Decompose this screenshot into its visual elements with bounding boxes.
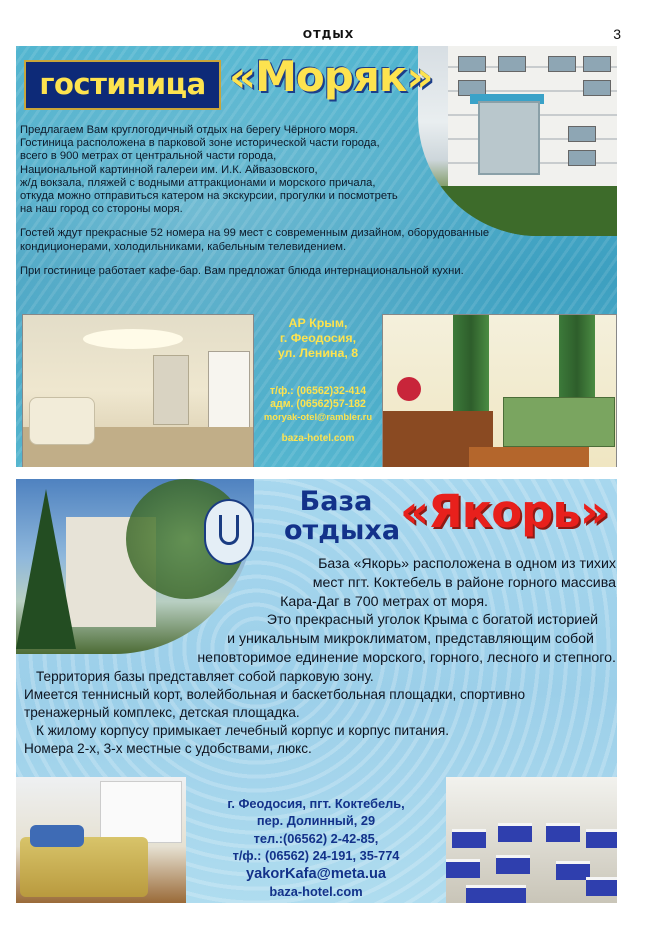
section-title: ОТДЫХ <box>302 28 355 41</box>
base-dining-hall-photo <box>446 777 617 903</box>
hotel-phone: т/ф.: (06562)32-414 <box>269 385 367 397</box>
hotel-address: АР Крым, г. Феодосия, ул. Ленина, 8 <box>277 316 359 360</box>
hotel-lobby-photo <box>22 314 254 467</box>
base-room-photo <box>16 777 186 903</box>
hotel-para-1: Предлагаем Вам круглогодичный отдых на берегу Чёрного моря. Гостиница расположена в парковой зоне исторической части города, всего в 900 метрах от центральной части города, Национальной картинной галереи им. И.К. Айвазовского, ж/д вокзала, пляжей с водными аттракционами и морского причала, откуда можно отправиться катером на экскурсии, прогулки и посмотреть на наш город со стороны моря. <box>20 124 398 216</box>
hotel-para-2: Гостей ждут прекрасные 52 номера на 99 мест с современным дизайном, оборудованные кондиционерами, холодильниками, кабельным телевидением. <box>20 227 490 253</box>
base-title-name: «Якорь» <box>400 485 608 538</box>
hotel-admin-phone: адм. (06562)57-182 <box>270 398 366 410</box>
hotel-website[interactable]: baza-hotel.com <box>281 433 355 444</box>
base-yakor-ad <box>16 479 617 903</box>
base-contact-info: г. Феодосия, пгт. Коктебель, пер. Долинный, 29 тел.:(06562) 2-42-85, т/ф.: (06562) 24-191, 35-774 yakorKafa@meta.ua baza-hotel.com <box>186 795 446 900</box>
hotel-moryak-ad <box>16 46 617 467</box>
hotel-title-name: «Моряк» <box>229 52 433 101</box>
page-number: 3 <box>613 26 621 42</box>
hotel-room-photo <box>382 314 617 467</box>
hotel-contact-info <box>254 316 382 445</box>
hotel-title-word: гостиница <box>39 67 206 101</box>
hotel-description <box>20 124 560 289</box>
base-description: Территория базы представляет собой парковую зону. Имеется теннисный корт, волейбольная и баскетбольная площадки, спортивно тренажерный комплекс, детская площадка. К жилому корпусу примыкает лечебный корпус и корпус питания. Номера 2-х, 3-х местные с удобствами, люкс. <box>24 669 526 756</box>
hotel-email[interactable]: moryak-otel@rambler.ru <box>263 411 373 422</box>
base-website[interactable]: baza-hotel.com <box>269 883 363 899</box>
page-header <box>0 26 657 46</box>
base-email[interactable]: yakorKafa@meta.ua <box>246 865 386 882</box>
base-title-type: База отдыха <box>284 486 401 546</box>
hotel-para-3: При гостинице работает кафе-бар. Вам предложат блюда интернациональной кухни. <box>20 264 464 277</box>
base-intro: База «Якорь» расположена в одном из тихих мест пгт. Коктебель в районе горного массива Кара-Даг в 700 метрах от моря. Это прекрасный уголок Крыма с богатой историей и уникальным микроклиматом, представляющим собой неповторимое единение морского, горного, лесного и степного. <box>197 556 616 666</box>
